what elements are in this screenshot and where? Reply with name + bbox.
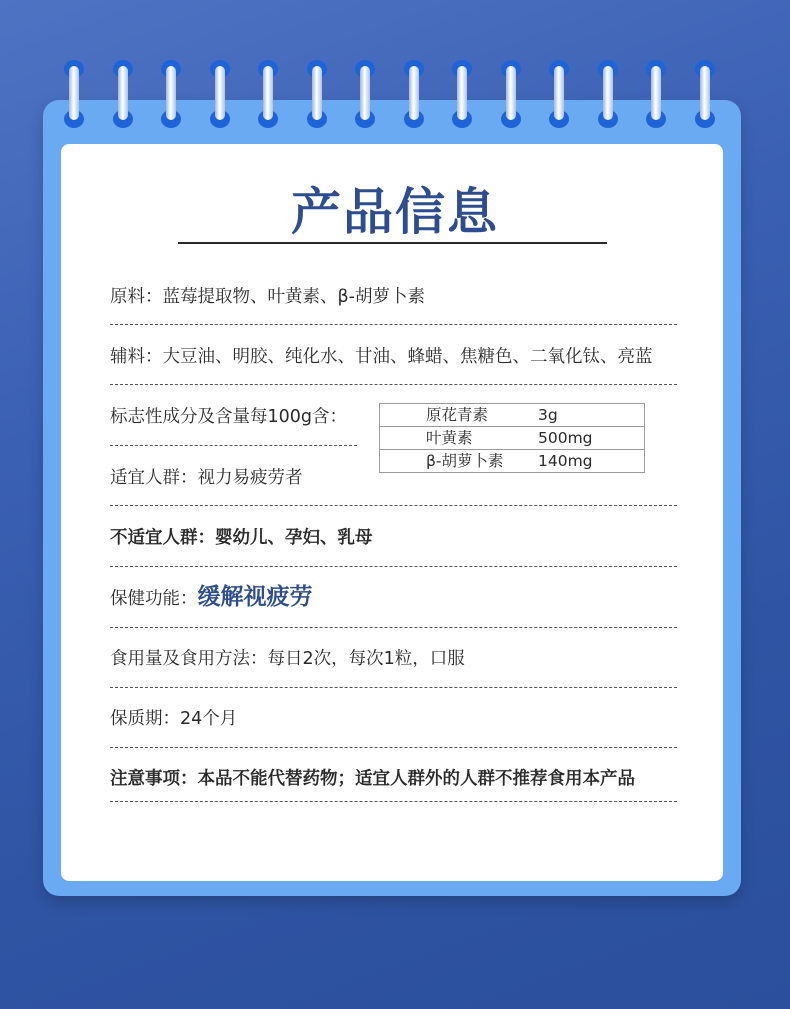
binder-ring: [404, 60, 424, 128]
component-amount: 500mg: [538, 427, 645, 450]
suitable-text: 适宜人群：视力易疲劳者: [110, 468, 303, 488]
function-label: 保健功能：: [110, 589, 198, 609]
markers-label: 标志性成分及含量每100g含：: [110, 407, 348, 427]
ingredients-text: 原料：蓝莓提取物、叶黄素、β-胡萝卜素: [110, 287, 425, 307]
component-name: 原花青素: [380, 404, 539, 427]
binder-ring: [210, 60, 230, 128]
binder-ring: [549, 60, 569, 128]
excipients-text: 辅料：大豆油、明胶、纯化水、甘油、蜂蜡、焦糖色、二氧化钛、亮蓝: [110, 347, 653, 367]
table-row: [380, 404, 645, 427]
binder-ring: [113, 60, 133, 128]
binder-ring: [355, 60, 375, 128]
notice-text: 注意事项：本品不能代替药物；适宜人群外的人群不推荐食用本产品: [110, 769, 635, 789]
binder-ring: [598, 60, 618, 128]
component-name: β-胡萝卜素: [380, 450, 539, 473]
binder-ring: [161, 60, 181, 128]
binder-ring: [64, 60, 84, 128]
divider: [110, 384, 677, 385]
component-table: [379, 403, 645, 473]
unsuitable-text: 不适宜人群：婴幼儿、孕妇、乳母: [110, 528, 373, 548]
shelf-life-text: 保质期：24个月: [110, 709, 238, 729]
function-row: [110, 586, 313, 610]
component-amount: 140mg: [538, 450, 645, 473]
divider: [110, 566, 677, 567]
binder-ring: [258, 60, 278, 128]
divider: [110, 627, 677, 628]
table-row: [380, 427, 645, 450]
component-amount: 3g: [538, 404, 645, 427]
divider: [110, 747, 677, 748]
divider: [110, 801, 677, 802]
binder-ring: [695, 60, 715, 128]
binder-ring: [452, 60, 472, 128]
binder-ring: [501, 60, 521, 128]
divider: [110, 324, 677, 325]
binder-ring: [307, 60, 327, 128]
title-underline: [178, 242, 607, 244]
function-value: 缓解视疲劳: [197, 584, 313, 610]
divider: [110, 687, 677, 688]
table-row: [380, 450, 645, 473]
page-title: 产品信息: [291, 183, 499, 241]
binder-ring: [646, 60, 666, 128]
dosage-text: 食用量及食用方法：每日2次，每次1粒，口服: [110, 649, 465, 669]
component-name: 叶黄素: [380, 427, 539, 450]
divider: [110, 505, 677, 506]
divider: [110, 445, 357, 446]
